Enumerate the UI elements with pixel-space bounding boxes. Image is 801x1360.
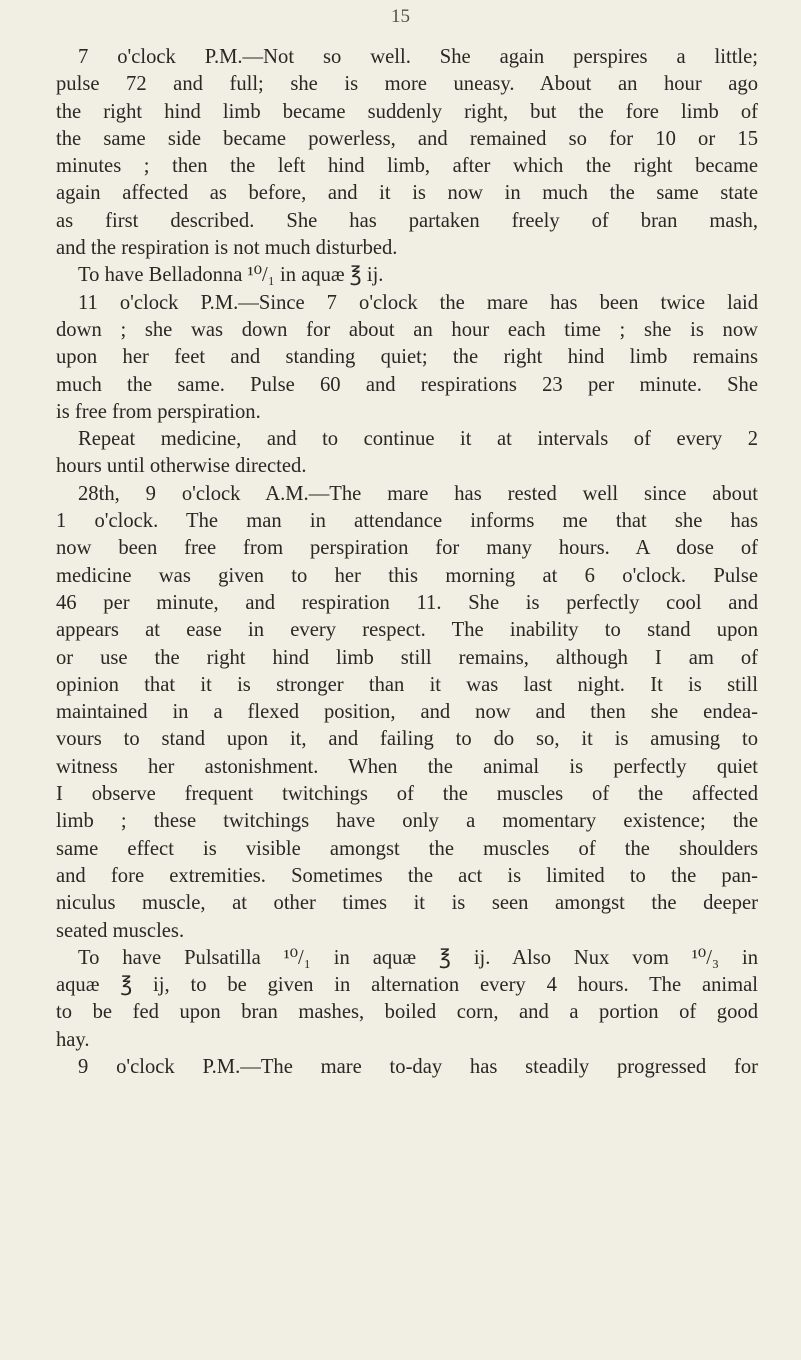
text-line: 1 o'clock. The man in attendance informs me that she has bbox=[56, 510, 758, 533]
text-line: 28th, 9 o'clock A.M.—The mare has rested well since about bbox=[78, 482, 758, 505]
text-line: down ; she was down for about an hour each time ; she is now bbox=[56, 318, 758, 341]
text-line: limb ; these twitchings have only a momentary existence; the bbox=[56, 810, 758, 833]
text-line: pulse 72 and full; she is more uneasy. About an hour ago bbox=[56, 73, 758, 96]
text-line: the right hind limb became suddenly right, but the fore limb of bbox=[56, 100, 758, 123]
text-line: minutes ; then the left hind limb, after which the right became bbox=[56, 155, 758, 178]
text-line: medicine was given to her this morning at 6 o'clock. Pulse bbox=[56, 564, 758, 587]
text-line: as first described. She has partaken freely of bran mash, bbox=[56, 209, 758, 232]
text-line: to be fed upon bran mashes, boiled corn, and a portion of good bbox=[56, 1001, 758, 1024]
text-line: seated muscles. bbox=[56, 919, 185, 942]
text-line: I observe frequent twitchings of the muscles of the affected bbox=[56, 783, 758, 806]
text-line: or use the right hind limb still remains, although I am of bbox=[56, 646, 758, 669]
text-line: much the same. Pulse 60 and respirations 23 per minute. She bbox=[56, 373, 758, 396]
page-number: 15 bbox=[391, 6, 410, 27]
text-line: To have Pulsatilla ¹⁰/₁ in aquæ ℥ ij. Also Nux vom ¹⁰/₃ in bbox=[78, 946, 758, 969]
text-line: opinion that it is stronger than it was last night. It is still bbox=[56, 673, 758, 696]
text-line: upon her feet and standing quiet; the right hind limb remains bbox=[56, 346, 758, 369]
text-line: 46 per minute, and respiration 11. She is perfectly cool and bbox=[56, 591, 758, 614]
text-line: the same side became powerless, and remained so for 10 or 15 bbox=[56, 127, 758, 150]
text-line: appears at ease in every respect. The inability to stand upon bbox=[56, 619, 758, 642]
text-line: Repeat medicine, and to continue it at intervals of every 2 bbox=[78, 428, 758, 451]
body-text bbox=[56, 44, 758, 1081]
text-line: and the respiration is not much disturbed. bbox=[56, 237, 398, 260]
text-line: aquæ ℥ ij, to be given in alternation every 4 hours. The animal bbox=[56, 974, 758, 997]
text-line: niculus muscle, at other times it is seen amongst the deeper bbox=[56, 892, 758, 915]
text-line: 7 o'clock P.M.—Not so well. She again perspires a little; bbox=[78, 46, 758, 68]
text-line: hours until otherwise directed. bbox=[56, 455, 307, 478]
text-line: vours to stand upon it, and failing to do so, it is amusing to bbox=[56, 728, 758, 751]
text-line: hay. bbox=[56, 1028, 90, 1051]
text-line: is free from perspiration. bbox=[56, 400, 261, 423]
text-line: 11 o'clock P.M.—Since 7 o'clock the mare has been twice laid bbox=[78, 291, 758, 314]
text-line: 9 o'clock P.M.—The mare to-day has steadily progressed for bbox=[78, 1055, 758, 1078]
text-line: and fore extremities. Sometimes the act is limited to the pan- bbox=[56, 864, 758, 887]
text-line: again affected as before, and it is now in much the same state bbox=[56, 182, 758, 205]
text-line: witness her astonishment. When the animal is perfectly quiet bbox=[56, 755, 758, 778]
text-line: same effect is visible amongst the muscles of the shoulders bbox=[56, 837, 758, 860]
text-line: now been free from perspiration for many hours. A dose of bbox=[56, 537, 758, 560]
text-line: maintained in a flexed position, and now and then she endea- bbox=[56, 701, 758, 724]
text-line: To have Belladonna ¹⁰/₁ in aquæ ℥ ij. bbox=[78, 264, 384, 287]
